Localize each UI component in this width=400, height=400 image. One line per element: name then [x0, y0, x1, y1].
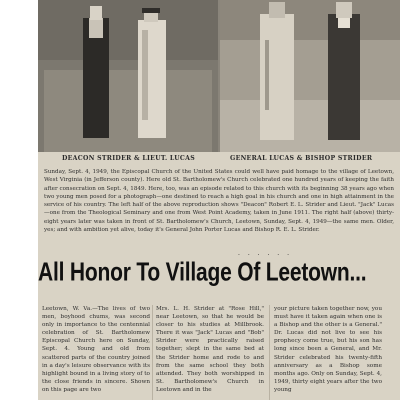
article-column-3: your picture taken together now, you must have it taken again when one is a Bishop and the other is a General." Dr. Lucas did not live to see his prophecy come true, but his son has long since been a General, and Mr. Strider celebrated his twenty-fifth anniversary as a Bishop some months ago. Only on Sunday, Sept. 4, 1949, thirty eight years after the two young — [274, 306, 382, 393]
section-separator: . . . . . . — [238, 250, 292, 257]
headline: All Honor To Village Of Leetown... — [38, 258, 367, 287]
photo-description: Sunday, Sept. 4, 1949, the Episcopal Church of the United States could well have paid homage to the village of Leetown, West Virginia (in Jefferson county). Here old St. Bartholomew's Church celebrated one hundred years of keeping the faith after consecration on Sept. 4, 1849. Here, too, was an episode related to this church with its beginning 38 years ago when two young men posed for a photograph—one destined to reach a high goal in his church and one in high attainment in the service of his country. The left half of the above reproduction shows "Deacon" Robert E. L. Strider and Lieut. "Jack" Lucas—one from the Theological Seminary and one from West Point Academy, taken in June 1911. The right half (above) thirty-eight years later was taken in front of St. Bartholomew's Church, Leetown, Sunday, Sept. 4, 1949—the same men. Older, yes; and with ambition yet alive, today it's General John Porter Lucas and Bishop R. E. L. Strider. — [44, 169, 394, 234]
column-divider — [152, 305, 153, 400]
newspaper-clipping — [38, 0, 400, 400]
article-column-1: Leetown, W. Va.—The lives of two men, boyhood chums, was second only in importance to the centennial celebration of St. Bartholomew Episcopal Church here on Sunday, Sept. 4. Young and old from scattered parts of the country joined in a day's leisure observance with its highlight bound in a living story of to the close friends in sincere. Shown on this page are two — [42, 306, 150, 393]
photo-captions — [38, 152, 400, 166]
article-column-2: Mrs. L. H. Strider at "Rose Hill," near Leetown, so that he would be closer to his studies at Millbrook. There it was "Jack" Lucas and "Bob" Strider were practically raised together; slept in the same bed at the Strider home and rode to and from the same school they both attended. They both worshipped in St. Bartholomew's Church in Leetown and in the — [156, 306, 264, 393]
caption-right: GENERAL LUCAS & BISHOP STRIDER — [230, 155, 373, 162]
photo-general-and-bishop — [220, 0, 400, 152]
photo-pair — [38, 0, 400, 152]
article-columns — [38, 305, 400, 400]
column-divider — [269, 305, 270, 400]
caption-left: DEACON STRIDER & LIEUT. LUCAS — [62, 155, 196, 162]
photo-deacon-and-lieutenant — [38, 0, 218, 152]
